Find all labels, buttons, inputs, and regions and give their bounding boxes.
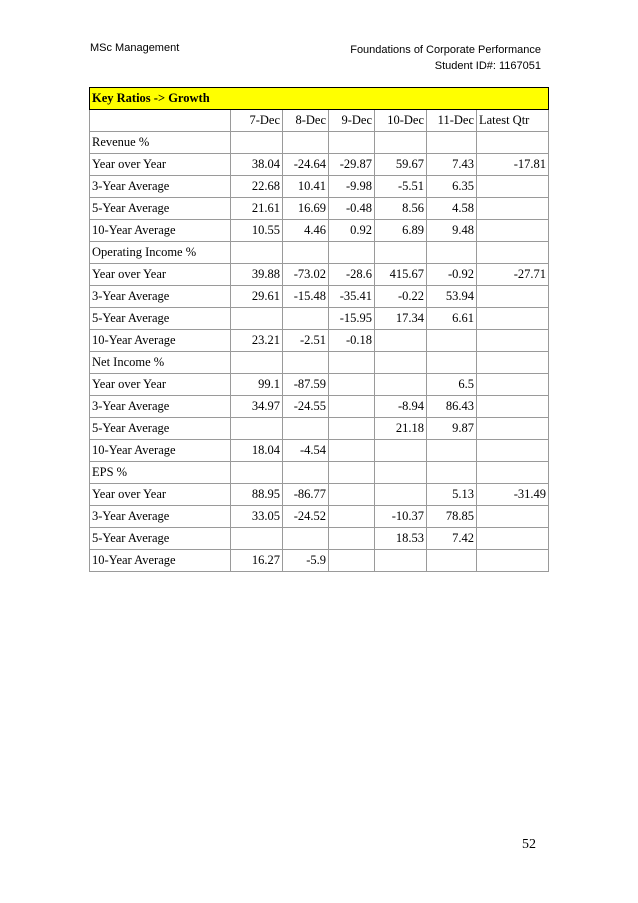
table-cell <box>477 242 549 264</box>
table-cell <box>427 242 477 264</box>
row-label: 10-Year Average <box>90 330 231 352</box>
table-cell <box>477 176 549 198</box>
row-label: 3-Year Average <box>90 286 231 308</box>
table-cell <box>477 374 549 396</box>
table-cell: 29.61 <box>231 286 283 308</box>
table-cell: 53.94 <box>427 286 477 308</box>
table-cell <box>477 308 549 330</box>
table-cell: -5.51 <box>375 176 427 198</box>
row-label: 10-Year Average <box>90 440 231 462</box>
table-cell: 59.67 <box>375 154 427 176</box>
table-cell: 21.61 <box>231 198 283 220</box>
table-cell: 16.27 <box>231 550 283 572</box>
table-cell <box>283 462 329 484</box>
row-label: Year over Year <box>90 484 231 506</box>
table-cell <box>231 242 283 264</box>
table-cell: -0.48 <box>329 198 375 220</box>
table-cell <box>283 308 329 330</box>
table-row <box>90 220 549 242</box>
table-title: Key Ratios -> Growth <box>90 88 549 110</box>
table-cell: -17.81 <box>477 154 549 176</box>
table-cell: 21.18 <box>375 418 427 440</box>
table-cell <box>329 132 375 154</box>
column-header: 9-Dec <box>329 110 375 132</box>
column-header: 11-Dec <box>427 110 477 132</box>
table-cell: 4.46 <box>283 220 329 242</box>
row-label: 10-Year Average <box>90 220 231 242</box>
table-cell <box>231 352 283 374</box>
page-number: 52 <box>522 837 536 852</box>
table-cell <box>231 308 283 330</box>
row-label: Year over Year <box>90 264 231 286</box>
table-row <box>90 154 549 176</box>
table-cell <box>427 132 477 154</box>
table-cell <box>477 528 549 550</box>
table-row <box>90 484 549 506</box>
table-cell: -29.87 <box>329 154 375 176</box>
table-cell: 88.95 <box>231 484 283 506</box>
table-cell <box>375 374 427 396</box>
table-cell: -8.94 <box>375 396 427 418</box>
row-label: 3-Year Average <box>90 506 231 528</box>
table-cell <box>477 418 549 440</box>
table-cell <box>427 352 477 374</box>
table-cell <box>477 506 549 528</box>
section-row <box>90 352 549 374</box>
table-cell: -2.51 <box>283 330 329 352</box>
table-cell <box>477 462 549 484</box>
table-row <box>90 264 549 286</box>
table-row <box>90 176 549 198</box>
row-label: 3-Year Average <box>90 176 231 198</box>
table-cell <box>427 550 477 572</box>
table-cell: 18.53 <box>375 528 427 550</box>
table-row <box>90 198 549 220</box>
row-label: 5-Year Average <box>90 308 231 330</box>
table-cell <box>283 528 329 550</box>
table-cell: 38.04 <box>231 154 283 176</box>
table-cell <box>375 132 427 154</box>
table-cell <box>477 352 549 374</box>
table-cell: -24.55 <box>283 396 329 418</box>
table-row <box>90 440 549 462</box>
header-course: MSc Management <box>90 42 180 54</box>
header-student-id: Student ID#: 1167051 <box>434 60 541 72</box>
table-cell <box>329 506 375 528</box>
table-cell: -28.6 <box>329 264 375 286</box>
table-cell <box>477 220 549 242</box>
column-header: 10-Dec <box>375 110 427 132</box>
section-row <box>90 462 549 484</box>
table-cell <box>283 132 329 154</box>
table-cell: 34.97 <box>231 396 283 418</box>
table-cell: 0.92 <box>329 220 375 242</box>
row-label: 5-Year Average <box>90 528 231 550</box>
section-label: Net Income % <box>90 352 231 374</box>
table-cell: -27.71 <box>477 264 549 286</box>
table-cell <box>329 528 375 550</box>
table-cell <box>231 528 283 550</box>
table-header-row <box>90 110 549 132</box>
column-header: Latest Qtr <box>477 110 549 132</box>
table-cell <box>477 440 549 462</box>
table-cell <box>329 462 375 484</box>
table-cell <box>375 462 427 484</box>
table-cell: -24.64 <box>283 154 329 176</box>
row-label: 5-Year Average <box>90 198 231 220</box>
table-cell <box>231 418 283 440</box>
table-cell <box>375 484 427 506</box>
table-cell <box>231 462 283 484</box>
table-row <box>90 396 549 418</box>
table-cell <box>283 242 329 264</box>
table-cell: -35.41 <box>329 286 375 308</box>
section-label: EPS % <box>90 462 231 484</box>
table-cell: 5.13 <box>427 484 477 506</box>
table-cell: -9.98 <box>329 176 375 198</box>
table-cell: 16.69 <box>283 198 329 220</box>
table-cell <box>329 396 375 418</box>
table-cell: 9.48 <box>427 220 477 242</box>
header-blank-cell <box>90 110 231 132</box>
table-cell: 6.35 <box>427 176 477 198</box>
table-cell: 9.87 <box>427 418 477 440</box>
table-cell <box>231 132 283 154</box>
table-row <box>90 550 549 572</box>
table-row <box>90 418 549 440</box>
column-header: 7-Dec <box>231 110 283 132</box>
table-cell <box>477 198 549 220</box>
table-cell: -86.77 <box>283 484 329 506</box>
table-cell <box>427 440 477 462</box>
table-cell <box>283 352 329 374</box>
table-cell <box>375 440 427 462</box>
table-cell: 78.85 <box>427 506 477 528</box>
row-label: 3-Year Average <box>90 396 231 418</box>
key-ratios-table <box>89 87 549 572</box>
table-cell: -4.54 <box>283 440 329 462</box>
table-row <box>90 528 549 550</box>
table-cell <box>329 440 375 462</box>
table-cell <box>427 462 477 484</box>
table-cell: 10.41 <box>283 176 329 198</box>
table-cell: 6.89 <box>375 220 427 242</box>
table-cell: 17.34 <box>375 308 427 330</box>
table-cell <box>329 550 375 572</box>
table-cell: 23.21 <box>231 330 283 352</box>
section-label: Operating Income % <box>90 242 231 264</box>
table-cell <box>375 242 427 264</box>
table-cell: 415.67 <box>375 264 427 286</box>
table-cell: 4.58 <box>427 198 477 220</box>
table-cell <box>375 550 427 572</box>
table-row <box>90 506 549 528</box>
table-cell <box>283 418 329 440</box>
table-cell: 18.04 <box>231 440 283 462</box>
table-cell: -10.37 <box>375 506 427 528</box>
table-cell: -24.52 <box>283 506 329 528</box>
header-module: Foundations of Corporate Performance <box>350 44 541 56</box>
table-cell: 86.43 <box>427 396 477 418</box>
section-label: Revenue % <box>90 132 231 154</box>
row-label: Year over Year <box>90 154 231 176</box>
table-cell: -0.92 <box>427 264 477 286</box>
table-cell <box>427 330 477 352</box>
table-row <box>90 308 549 330</box>
row-label: 10-Year Average <box>90 550 231 572</box>
table-cell <box>375 352 427 374</box>
table-cell: -15.48 <box>283 286 329 308</box>
table-cell <box>477 396 549 418</box>
table-cell: 6.61 <box>427 308 477 330</box>
table-cell <box>329 374 375 396</box>
table-cell: 8.56 <box>375 198 427 220</box>
table-cell: -87.59 <box>283 374 329 396</box>
table-cell <box>477 330 549 352</box>
table-cell: -31.49 <box>477 484 549 506</box>
table-cell: 7.42 <box>427 528 477 550</box>
header-info <box>350 42 541 74</box>
table-cell: -15.95 <box>329 308 375 330</box>
table-cell <box>477 550 549 572</box>
row-label: Year over Year <box>90 374 231 396</box>
table-cell <box>329 352 375 374</box>
table-cell <box>477 286 549 308</box>
table-row <box>90 330 549 352</box>
table-row <box>90 286 549 308</box>
table-cell: -73.02 <box>283 264 329 286</box>
table-cell: 33.05 <box>231 506 283 528</box>
row-label: 5-Year Average <box>90 418 231 440</box>
section-row <box>90 132 549 154</box>
table-cell <box>329 418 375 440</box>
table-cell <box>329 484 375 506</box>
table-cell: 10.55 <box>231 220 283 242</box>
table-title-row <box>90 88 549 110</box>
table-row <box>90 374 549 396</box>
table-cell <box>477 132 549 154</box>
table-cell: -0.22 <box>375 286 427 308</box>
table-cell: 7.43 <box>427 154 477 176</box>
table-cell: -0.18 <box>329 330 375 352</box>
table-cell: -5.9 <box>283 550 329 572</box>
table-cell: 6.5 <box>427 374 477 396</box>
table-cell: 39.88 <box>231 264 283 286</box>
table-cell <box>375 330 427 352</box>
table-cell: 22.68 <box>231 176 283 198</box>
column-header: 8-Dec <box>283 110 329 132</box>
section-row <box>90 242 549 264</box>
table-cell <box>329 242 375 264</box>
table-cell: 99.1 <box>231 374 283 396</box>
